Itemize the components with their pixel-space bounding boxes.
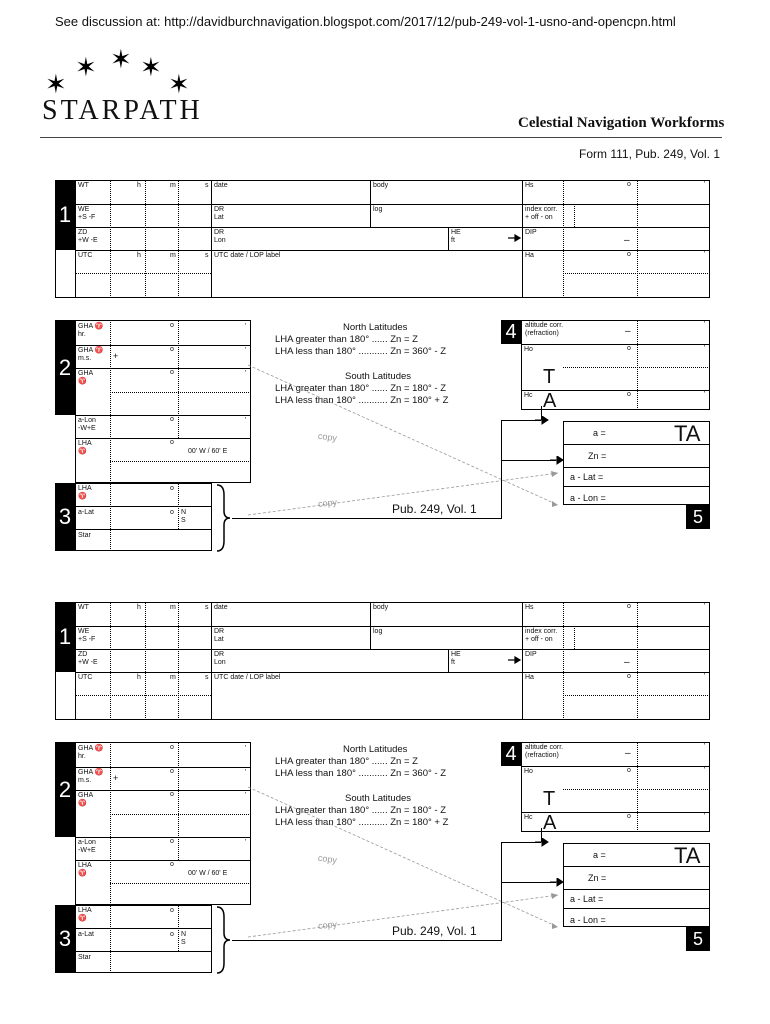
grid-line: [75, 250, 710, 251]
grid-line: [110, 180, 111, 298]
grid-line: [521, 766, 710, 767]
degree-unit: o: [627, 251, 631, 258]
grid-line: [75, 345, 251, 346]
copy-label: copy: [317, 852, 338, 866]
section1-number: 1: [55, 602, 75, 672]
ns-label: N S: [181, 509, 187, 524]
we-label: WE +S -F: [78, 628, 96, 643]
discussion-note: See discussion at: http://davidburchnavigation.blogspot.com/2017/12/pub-249-vol-1-usno-and-opencpn.html: [55, 14, 676, 29]
grid-line: [178, 320, 179, 438]
section3-box: [75, 483, 212, 551]
utc-label: UTC: [78, 674, 93, 681]
a-letter: A: [543, 812, 557, 834]
minutes-unit: m: [170, 604, 176, 611]
t-letter: T: [543, 788, 556, 810]
a-lat-equals-label: a - Lat =: [570, 894, 604, 904]
section1-box: [55, 602, 710, 720]
grid-line: [178, 180, 179, 298]
degree-unit: o: [170, 931, 174, 938]
grid-line: [563, 908, 710, 909]
dr-lat-label: DR Lat: [214, 628, 225, 643]
a-lon-label: a-Lon -W+E: [78, 839, 96, 854]
minute-unit: ': [245, 839, 247, 846]
grid-line: [563, 889, 710, 890]
grid-line: [75, 626, 710, 627]
minus-sign: –: [624, 657, 630, 668]
grid-line: [574, 204, 575, 227]
grid-line: [563, 367, 710, 368]
north-rule-2: LHA less than 180° ........... Zn = 360° - Z: [275, 768, 447, 779]
degree-unit: o: [170, 439, 174, 446]
t-letter: T: [543, 366, 556, 388]
minutes-unit: m: [170, 182, 176, 189]
arrow-right-icon: [550, 456, 564, 465]
degree-unit: o: [627, 391, 631, 398]
minute-unit: ': [704, 743, 706, 750]
minutes-unit: m: [170, 252, 176, 259]
arrow-right-icon: [550, 878, 564, 887]
degree-unit: o: [170, 744, 174, 751]
lha-aries-label: LHA ♈: [78, 907, 92, 922]
a-lon-equals-label: a - Lon =: [570, 493, 606, 503]
wt-label: WT: [78, 604, 89, 611]
grid-line: [75, 837, 251, 838]
grid-line: [75, 649, 710, 650]
hours-unit: h: [137, 182, 141, 189]
grid-line: [211, 180, 212, 298]
grid-line: [75, 227, 710, 228]
pub-249-label: Pub. 249, Vol. 1: [392, 502, 477, 516]
grid-line: [522, 602, 523, 720]
seconds-unit: s: [205, 252, 209, 259]
gha-aries-hr-label: GHA ♈ hr.: [78, 323, 104, 338]
grid-line: [75, 602, 76, 720]
grid-line: [145, 180, 146, 298]
grid-line: [145, 602, 146, 720]
grid-line: [501, 882, 556, 883]
grid-line: [75, 273, 211, 274]
minute-unit: ': [704, 603, 706, 610]
ta-label: TA: [674, 843, 701, 868]
hours-unit: h: [137, 604, 141, 611]
degree-unit: o: [627, 181, 631, 188]
ha-label: Ha: [525, 252, 534, 259]
grid-line: [75, 951, 212, 952]
a-lat-equals-label: a - Lat =: [570, 472, 604, 482]
grid-line: [75, 204, 710, 205]
a-lat-label: a-Lat: [78, 509, 94, 516]
hs-label: Hs: [525, 604, 534, 611]
plus-sign: +: [113, 773, 119, 783]
body-label: body: [373, 604, 389, 611]
zd-label: ZD +W -E: [78, 651, 98, 666]
grid-line: [563, 486, 710, 487]
section4-number: 4: [501, 742, 521, 766]
grid-line: [75, 695, 211, 696]
section1-box: [55, 180, 710, 298]
arrow-right-icon: [535, 416, 549, 425]
south-lat-title: South Latitudes: [345, 371, 412, 382]
minutes-unit: m: [170, 674, 176, 681]
grid-line: [110, 602, 111, 720]
ho-label: Ho: [524, 768, 533, 775]
grid-line: [563, 467, 710, 468]
lha-aries-label: LHA ♈: [78, 485, 92, 500]
minute-unit: ': [245, 792, 247, 799]
brace-icon: [214, 905, 234, 975]
north-rule-1: LHA greater than 180° ...... Zn = Z: [275, 334, 418, 345]
grid-line: [75, 790, 251, 791]
degree-unit: o: [170, 346, 174, 353]
grid-line: [75, 529, 212, 530]
gha-aries-label: GHA ♈: [78, 792, 94, 807]
plus-sign: +: [113, 351, 119, 361]
grid-line: [448, 649, 449, 672]
svg-text:✶: ✶: [75, 53, 97, 83]
degree-unit: o: [170, 485, 174, 492]
degree-unit: o: [170, 369, 174, 376]
dr-lat-label: DR Lat: [214, 206, 225, 221]
south-rule-1: LHA greater than 180° ...... Zn = 180° - Z: [275, 383, 447, 394]
minus-sign: –: [625, 326, 631, 337]
lha-aries-label: LHA ♈: [78, 862, 92, 877]
hours-unit: h: [137, 252, 141, 259]
a-lat-label: a-Lat: [78, 931, 94, 938]
star-label: Star: [78, 532, 91, 539]
grid-line: [75, 767, 251, 768]
hours-unit: h: [137, 674, 141, 681]
ho-label: Ho: [524, 346, 533, 353]
minute-unit: ': [704, 181, 706, 188]
section1-number: 1: [55, 180, 75, 250]
lon-reference: 00' W / 60' E: [188, 870, 228, 877]
minute-unit: ': [704, 673, 706, 680]
grid-line: [501, 842, 502, 940]
a-equals-label: a =: [593, 850, 606, 860]
grid-line: [110, 392, 251, 393]
grid-line: [522, 180, 523, 298]
arrow-right-icon: [508, 234, 522, 242]
form-id: Form 111, Pub. 249, Vol. 1: [579, 147, 720, 161]
minute-unit: ': [245, 745, 247, 752]
grid-line: [448, 227, 449, 250]
degree-unit: o: [170, 322, 174, 329]
north-lat-title: North Latitudes: [343, 744, 408, 755]
utc-date-label: UTC date / LOP label: [214, 674, 281, 681]
body-label: body: [373, 182, 389, 189]
grid-line: [563, 273, 710, 274]
degree-unit: o: [627, 767, 631, 774]
copy-label: copy: [317, 497, 338, 509]
grid-line: [211, 602, 212, 720]
grid-line: [178, 742, 179, 860]
minute-unit: ': [245, 323, 247, 330]
grid-line: [75, 506, 212, 507]
svg-text:✶: ✶: [110, 48, 132, 75]
grid-line: [110, 905, 111, 973]
brace-icon: [214, 483, 234, 553]
gha-aries-label: GHA ♈: [78, 370, 94, 385]
gha-aries-ms-label: GHA ♈ m.s.: [78, 347, 104, 362]
south-rule-2: LHA less than 180° ........... Zn = 180° + Z: [275, 817, 449, 828]
minute-unit: ': [704, 767, 706, 774]
grid-line: [501, 420, 502, 518]
gha-aries-hr-label: GHA ♈ hr.: [78, 745, 104, 760]
svg-text:✶: ✶: [45, 70, 67, 98]
minute-unit: ': [704, 813, 706, 820]
lha-aries-label: LHA ♈: [78, 440, 92, 455]
svg-text:✶: ✶: [140, 53, 162, 83]
section5-number: 5: [686, 505, 710, 529]
degree-unit: o: [627, 813, 631, 820]
he-label: HE ft: [451, 651, 461, 666]
a-letter: A: [543, 390, 557, 412]
a-lon-equals-label: a - Lon =: [570, 915, 606, 925]
grid-line: [75, 438, 251, 439]
a-lon-label: a-Lon -W+E: [78, 417, 96, 432]
north-lat-title: North Latitudes: [343, 322, 408, 333]
zn-equals-label: Zn =: [588, 873, 607, 883]
utc-date-label: UTC date / LOP label: [214, 252, 281, 259]
grid-line: [75, 415, 251, 416]
minute-unit: ': [245, 769, 247, 776]
section3-box: [75, 905, 212, 973]
grid-line: [75, 368, 251, 369]
grid-line: [574, 626, 575, 649]
arrow-right-icon: [535, 838, 549, 847]
grid-line: [110, 883, 251, 884]
section4-number: 4: [501, 320, 521, 344]
arrow-right-icon: [508, 656, 522, 664]
hs-label: Hs: [525, 182, 534, 189]
section3-number: 3: [55, 483, 75, 551]
grid-line: [563, 180, 564, 298]
ha-label: Ha: [525, 674, 534, 681]
copy-label: copy: [317, 430, 338, 444]
grid-line: [110, 461, 251, 462]
degree-unit: o: [170, 907, 174, 914]
seconds-unit: s: [205, 604, 209, 611]
dip-label: DIP: [525, 229, 537, 236]
copy-label: copy: [317, 919, 338, 931]
starpath-logo-text: STARPATH: [42, 95, 203, 126]
log-label: log: [373, 628, 383, 635]
page-title: Celestial Navigation Workforms: [518, 115, 725, 131]
dip-label: DIP: [525, 651, 537, 658]
dr-lon-label: DR Lon: [214, 651, 226, 666]
grid-line: [563, 602, 564, 720]
grid-line: [501, 460, 556, 461]
degree-unit: o: [170, 791, 174, 798]
south-lat-title: South Latitudes: [345, 793, 412, 804]
grid-line: [110, 483, 111, 551]
utc-label: UTC: [78, 252, 93, 259]
degree-unit: o: [627, 673, 631, 680]
workform-set: [0, 602, 770, 992]
header-divider: [40, 137, 722, 138]
workform-set-2: [0, 602, 770, 992]
degree-unit: o: [627, 603, 631, 610]
grid-line: [637, 320, 638, 410]
minute-unit: ': [704, 345, 706, 352]
he-label: HE ft: [451, 229, 461, 244]
degree-unit: o: [170, 768, 174, 775]
grid-line: [110, 814, 251, 815]
grid-line: [563, 789, 710, 790]
altitude-corr-label: altitude corr. (refraction): [525, 322, 564, 337]
north-rule-2: LHA less than 180° ........... Zn = 360° - Z: [275, 346, 447, 357]
workform-set-1: [0, 180, 770, 570]
zn-equals-label: Zn =: [588, 451, 607, 461]
north-rule-1: LHA greater than 180° ...... Zn = Z: [275, 756, 418, 767]
seconds-unit: s: [205, 182, 209, 189]
grid-line: [178, 602, 179, 720]
section2-number: 2: [55, 320, 75, 415]
section5-number: 5: [686, 927, 710, 951]
minute-unit: ': [245, 347, 247, 354]
minute-unit: ': [704, 251, 706, 258]
minute-unit: ': [245, 417, 247, 424]
seconds-unit: s: [205, 674, 209, 681]
minute-unit: ': [245, 370, 247, 377]
index-corr-label: index corr. + off - on: [525, 206, 558, 221]
gha-aries-ms-label: GHA ♈ m.s.: [78, 769, 104, 784]
star-label: Star: [78, 954, 91, 961]
grid-line: [75, 860, 251, 861]
svg-text:✶: ✶: [168, 70, 190, 98]
zd-label: ZD +W -E: [78, 229, 98, 244]
grid-line: [637, 602, 638, 720]
starpath-stars-logo: [40, 48, 200, 98]
degree-unit: o: [170, 509, 174, 516]
log-label: log: [373, 206, 383, 213]
altitude-corr-label: altitude corr. (refraction): [525, 744, 564, 759]
workform-set: [0, 180, 770, 570]
date-label: date: [214, 604, 228, 611]
pub-249-label: Pub. 249, Vol. 1: [392, 924, 477, 938]
grid-line: [563, 695, 710, 696]
grid-line: [75, 928, 212, 929]
minute-unit: ': [704, 321, 706, 328]
minute-unit: ': [704, 391, 706, 398]
degree-unit: o: [170, 416, 174, 423]
hc-label: Hc: [524, 814, 533, 821]
south-rule-2: LHA less than 180° ........... Zn = 180° + Z: [275, 395, 449, 406]
section3-number: 3: [55, 905, 75, 973]
minus-sign: –: [624, 235, 630, 246]
section2-number: 2: [55, 742, 75, 837]
date-label: date: [214, 182, 228, 189]
grid-line: [637, 180, 638, 298]
degree-unit: o: [170, 861, 174, 868]
index-corr-label: index corr. + off - on: [525, 628, 558, 643]
wt-label: WT: [78, 182, 89, 189]
ns-label: N S: [181, 931, 187, 946]
south-rule-1: LHA greater than 180° ...... Zn = 180° - Z: [275, 805, 447, 816]
grid-line: [637, 742, 638, 832]
minus-sign: –: [625, 748, 631, 759]
dr-lon-label: DR Lon: [214, 229, 226, 244]
a-equals-label: a =: [593, 428, 606, 438]
grid-line: [521, 344, 710, 345]
grid-line: [75, 672, 710, 673]
lon-reference: 00' W / 60' E: [188, 448, 228, 455]
grid-line: [75, 180, 76, 298]
degree-unit: o: [627, 345, 631, 352]
degree-unit: o: [170, 838, 174, 845]
we-label: WE +S -F: [78, 206, 96, 221]
ta-label: TA: [674, 421, 701, 446]
hc-label: Hc: [524, 392, 533, 399]
